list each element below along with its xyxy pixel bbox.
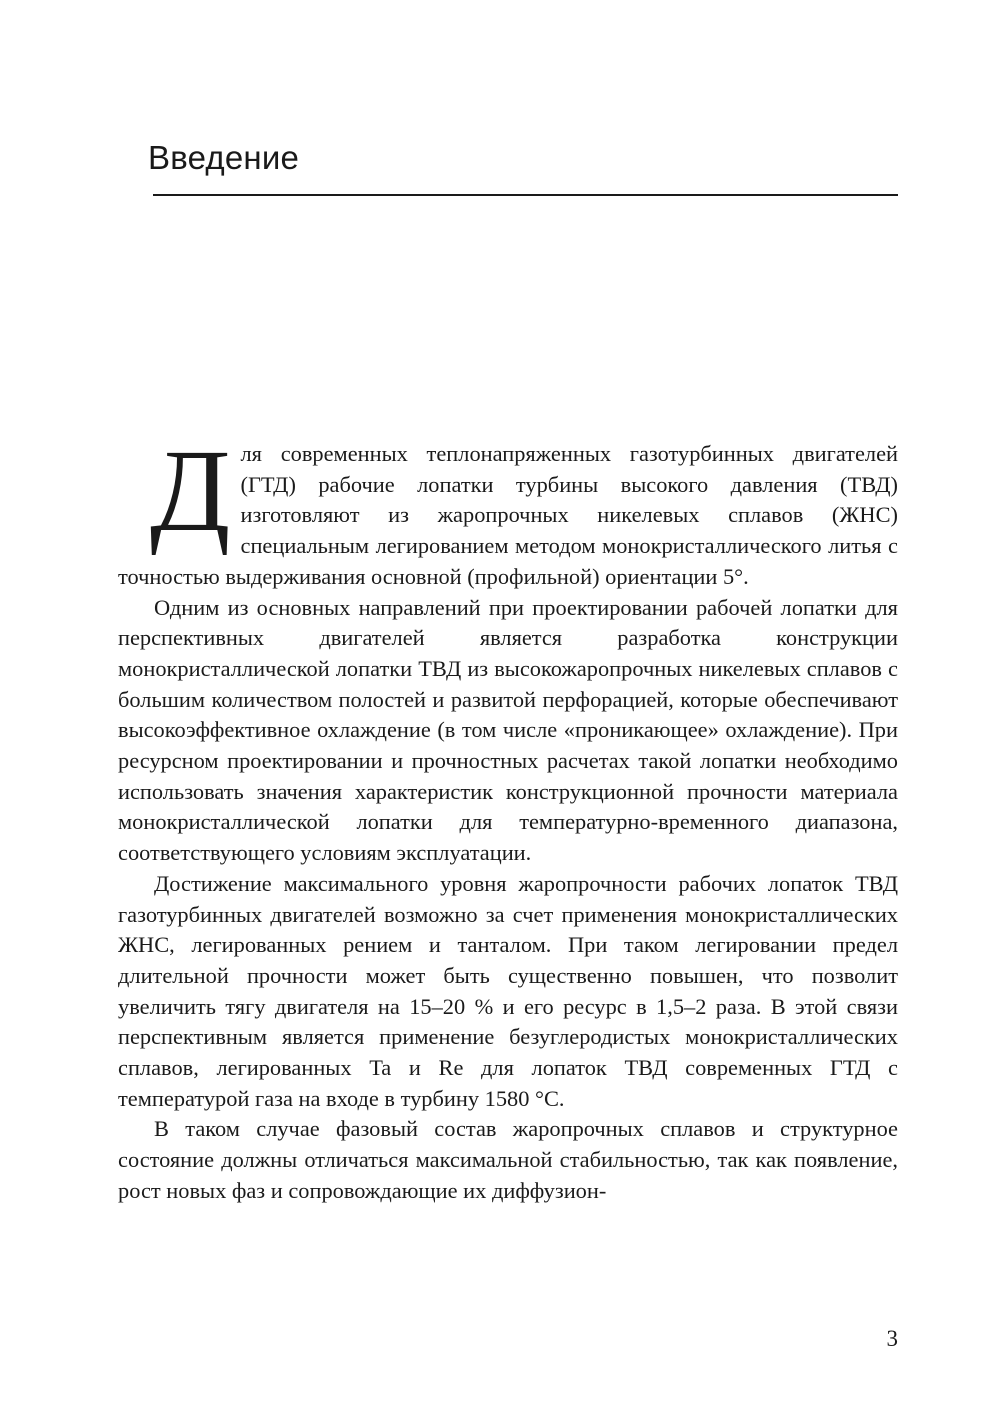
paragraph-1-text: ля современных теплонапряженных газотурбинных двигателей (ГТД) рабочие лопатки турбины высокого давления (ТВД) изготовляют из жаропрочных никелевых сплавов (ЖНС) специальным легированием методом монокристаллического литья с точностью выдерживания основной (профильной) ориентации 5°. (118, 441, 898, 589)
body-text (118, 425, 898, 1207)
title-rule (153, 194, 898, 196)
paragraph-4: В таком случае фазовый состав жаропрочных сплавов и структурное состояние должны отличаться максимальной стабильностью, так как появление, рост новых фаз и сопровождающие их диффузион- (118, 1116, 898, 1203)
drop-cap: Д (150, 425, 231, 556)
paragraph-3: Достижение максимального уровня жаропрочности рабочих лопаток ТВД газотурбинных двигателей возможно за счет применения монокристаллических ЖНС, легированных рением и танталом. При таком легировании предел длительной прочности может быть существенно повышен, что позволит увеличить тягу двигателя на 15–20 % и его ресурс в 1,5–2 раза. В этой связи перспективным является применение безуглеродистых монокристаллических сплавов, легированных Ta и Re для лопаток ТВД современных ГТД с температурой газа на входе в турбину 1580 °C. (118, 870, 898, 1111)
chapter-title: Введение (148, 139, 300, 176)
paragraph-2: Одним из основных направлений при проектировании рабочей лопатки для перспективных двигателей является разработка конструкции монокристаллической лопатки ТВД из высокожаропрочных никелевых сплавов с большим количеством полостей и развитой перфорацией, которые обеспечивают высокоэффективное охлаждение (в том числе «проникающее» охлаждение). При ресурсном проектировании и прочностных расчетах такой лопатки необходимо использовать значения характеристик конструкционной прочности материала монокристаллической лопатки для температурно-временного диапазона, соответствующего условиям эксплуатации. (118, 594, 898, 866)
page-number: 3 (886, 1326, 898, 1351)
paragraph-1 (118, 425, 898, 593)
